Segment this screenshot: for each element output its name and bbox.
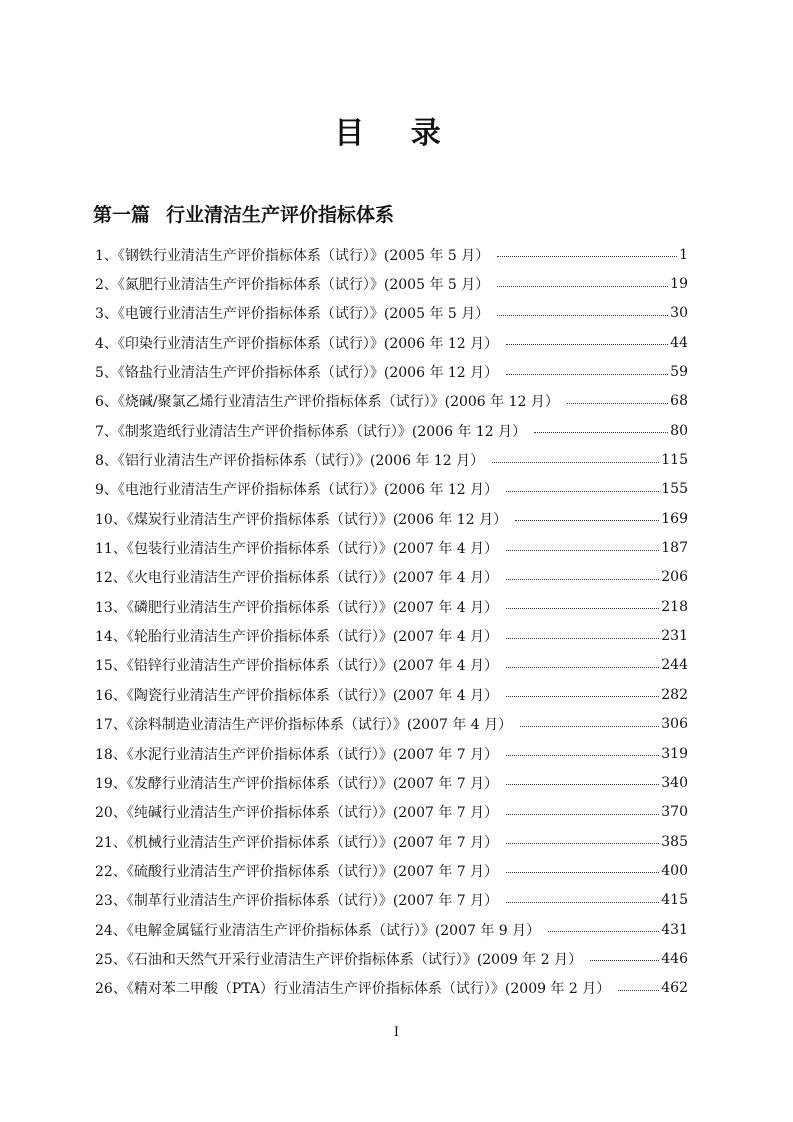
toc-entry-title: 10、《煤炭行业清洁生产评价指标体系（试行）》(2006 年 12 月） [95, 511, 508, 528]
toc-entry-title: 6、《烧碱/聚氯乙烯行业清洁生产评价指标体系（试行）》(2006 年 12 月） [95, 394, 559, 411]
toc-entry[interactable] [95, 856, 688, 885]
toc-entry[interactable] [95, 445, 688, 474]
toc-entry-title: 1、《钢铁行业清洁生产评价指标体系（试行）》(2005 年 5 月） [95, 247, 490, 264]
toc-entry-title: 3、《电镀行业清洁生产评价指标体系（试行）》(2005 年 5 月） [95, 306, 490, 323]
page-title: 目 录 [334, 116, 459, 151]
toc-leader-dots [506, 696, 659, 697]
toc-entry-page: 218 [661, 598, 688, 615]
toc-entry-page: 155 [661, 481, 688, 498]
toc-entry-title: 4、《印染行业清洁生产评价指标体系（试行）》(2006 年 12 月） [95, 335, 499, 352]
toc-entry[interactable] [95, 680, 688, 709]
toc-entry[interactable] [95, 416, 688, 445]
toc-entry-title: 17、《涂料制造业清洁生产评价指标体系（试行）》(2007 年 4 月） [95, 717, 513, 734]
toc-entry[interactable] [95, 710, 688, 739]
toc-leader-dots [506, 579, 659, 580]
toc-leader-dots [506, 374, 668, 375]
toc-entry-title: 24、《电解金属锰行业清洁生产评价指标体系（试行）》(2007 年 9 月） [95, 922, 541, 939]
toc-leader-dots [548, 931, 659, 932]
toc-leader-dots [506, 550, 659, 551]
section-label: 第一篇 [93, 204, 151, 226]
toc-entry-title: 12、《火电行业清洁生产评价指标体系（试行）》(2007 年 4 月） [95, 570, 499, 587]
toc-entry-page: 306 [661, 716, 688, 733]
toc-leader-dots [506, 491, 659, 492]
toc-leader-dots [534, 432, 668, 433]
toc-entry[interactable] [95, 621, 688, 650]
toc-entry-title: 20、《纯碱行业清洁生产评价指标体系（试行）》(2007 年 7 月） [95, 805, 499, 822]
toc-entry[interactable] [95, 357, 688, 386]
toc-leader-dots [492, 462, 659, 463]
toc-leader-dots [506, 608, 659, 609]
toc-entry-page: 340 [661, 774, 688, 791]
toc-leader-dots [506, 755, 659, 756]
toc-leader-dots [506, 667, 659, 668]
toc-entry-title: 14、《轮胎行业清洁生产评价指标体系（试行）》(2007 年 4 月） [95, 629, 499, 646]
toc-leader-dots [618, 990, 659, 991]
toc-entry-page: 115 [661, 452, 688, 469]
toc-entry[interactable] [95, 798, 688, 827]
toc-entry[interactable] [95, 299, 688, 328]
toc-entry[interactable] [95, 533, 688, 562]
toc-entry-page: 446 [661, 950, 688, 967]
toc-entry-page: 68 [670, 393, 688, 410]
toc-entry-page: 169 [661, 510, 688, 527]
toc-entry-page: 244 [661, 657, 688, 674]
toc-entry-page: 415 [661, 892, 688, 909]
toc-entry-page: 319 [661, 745, 688, 762]
toc-entry-title: 25、《石油和天然气开采行业清洁生产评价指标体系（试行）》(2009 年 2 月） [95, 951, 583, 968]
toc-entry[interactable] [95, 269, 688, 298]
toc-entry-title: 2、《氮肥行业清洁生产评价指标体系（试行）》(2005 年 5 月） [95, 277, 490, 294]
section-heading [93, 200, 394, 227]
toc-leader-dots [497, 256, 677, 257]
toc-entry[interactable] [95, 592, 688, 621]
toc-entry-page: 59 [670, 364, 688, 381]
toc-leader-dots [506, 843, 659, 844]
toc-leader-dots [506, 814, 659, 815]
toc-leader-dots [506, 784, 659, 785]
toc-leader-dots [590, 960, 659, 961]
toc-entry-page: 206 [661, 569, 688, 586]
toc-entry[interactable] [95, 328, 688, 357]
page-number: I [393, 1025, 400, 1040]
toc-entry-title: 11、《包装行业清洁生产评价指标体系（试行）》(2007 年 4 月） [95, 541, 499, 558]
toc-entry-page: 44 [670, 334, 688, 351]
toc-leader-dots [497, 286, 668, 287]
toc-entry-page: 231 [661, 628, 688, 645]
toc-entry[interactable] [95, 944, 688, 973]
toc-entry-title: 5、《铬盐行业清洁生产评价指标体系（试行）》(2006 年 12 月） [95, 365, 499, 382]
toc-entry-title: 23、《制革行业清洁生产评价指标体系（试行）》(2007 年 7 月） [95, 893, 499, 910]
toc-entry[interactable] [95, 475, 688, 504]
toc-leader-dots [506, 902, 659, 903]
toc-entry-title: 9、《电池行业清洁生产评价指标体系（试行）》(2006 年 12 月） [95, 482, 499, 499]
toc-entry-title: 15、《铅锌行业清洁生产评价指标体系（试行）》(2007 年 4 月） [95, 658, 499, 675]
toc-entry-title: 19、《发酵行业清洁生产评价指标体系（试行）》(2007 年 7 月） [95, 775, 499, 792]
toc-entry-page: 80 [670, 422, 688, 439]
toc-leader-dots [567, 403, 668, 404]
toc-entry-title: 26、《精对苯二甲酸（PTA）行业清洁生产评价指标体系（试行）》(2009 年 2 月） [95, 981, 611, 998]
toc-entry[interactable] [95, 739, 688, 768]
toc-leader-dots [506, 638, 659, 639]
toc-entry[interactable] [95, 504, 688, 533]
toc-entry[interactable] [95, 651, 688, 680]
toc-leader-dots [506, 872, 659, 873]
toc-leader-dots [506, 344, 668, 345]
toc-entry[interactable] [95, 974, 688, 1003]
toc-entry-title: 18、《水泥行业清洁生产评价指标体系（试行）》(2007 年 7 月） [95, 746, 499, 763]
toc-entry-page: 385 [661, 833, 688, 850]
toc-entry[interactable] [95, 915, 688, 944]
toc-entry-page: 282 [661, 686, 688, 703]
toc-entry-page: 19 [670, 276, 688, 293]
section-name: 行业清洁生产评价指标体系 [166, 204, 395, 226]
toc-entry[interactable] [95, 768, 688, 797]
table-of-contents [95, 240, 688, 1003]
toc-entry-title: 13、《磷肥行业清洁生产评价指标体系（试行）》(2007 年 4 月） [95, 599, 499, 616]
toc-entry[interactable] [95, 886, 688, 915]
toc-leader-dots [520, 726, 659, 727]
toc-entry[interactable] [95, 563, 688, 592]
toc-entry-page: 30 [670, 305, 688, 322]
toc-entry[interactable] [95, 387, 688, 416]
toc-leader-dots [515, 520, 659, 521]
toc-entry[interactable] [95, 827, 688, 856]
toc-entry-page: 462 [661, 980, 688, 997]
toc-entry-page: 431 [661, 921, 688, 938]
toc-entry-page: 400 [661, 862, 688, 879]
toc-entry-title: 16、《陶瓷行业清洁生产评价指标体系（试行）》(2007 年 4 月） [95, 687, 499, 704]
toc-entry-title: 21、《机械行业清洁生产评价指标体系（试行）》(2007 年 7 月） [95, 834, 499, 851]
toc-entry-title: 22、《硫酸行业清洁生产评价指标体系（试行）》(2007 年 7 月） [95, 863, 499, 880]
toc-entry-page: 1 [679, 246, 688, 263]
toc-entry-title: 7、《制浆造纸行业清洁生产评价指标体系（试行）》(2006 年 12 月） [95, 423, 527, 440]
toc-entry[interactable] [95, 240, 688, 269]
toc-leader-dots [497, 315, 668, 316]
toc-entry-page: 187 [661, 540, 688, 557]
toc-entry-title: 8、《铝行业清洁生产评价指标体系（试行）》(2006 年 12 月） [95, 453, 485, 470]
toc-entry-page: 370 [661, 804, 688, 821]
